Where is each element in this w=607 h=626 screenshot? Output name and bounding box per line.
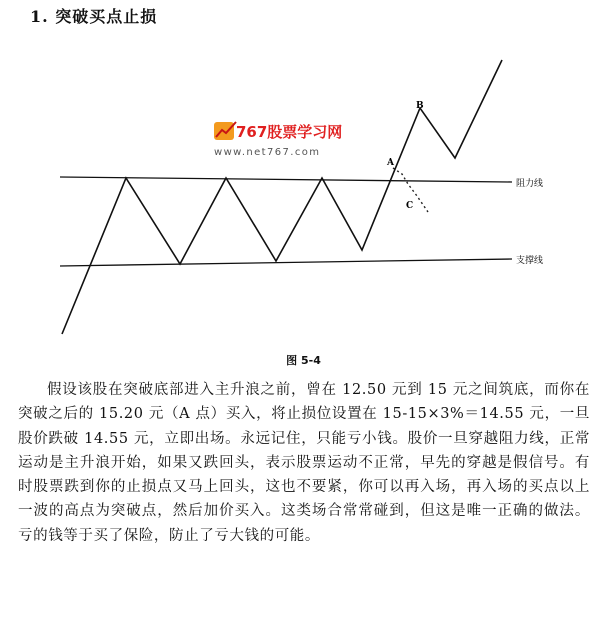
section-title: 1. 突破买点止损 xyxy=(30,7,158,26)
body-paragraph: 假设该股在突破底部进入主升浪之前，曾在 12.50 元到 15 元之间筑底，而你在突破之后的 15.20 元（A 点）买入，将止损位设置在 15-15×3%＝14.55 元，一旦股价跌破 14.55 元，立即出场。永远记住，只能亏小钱。股价一旦穿越阻力线，正常运动是主升浪开始，如果又跌回头，表示股票运动不正常，早先的穿越是假信号。有时股票跌到你的止损点又马上回头，这也不要紧，你可以再入场，再入场的买点以上一波的高点为突破点，然后加价买入。这类场合常常碰到，但这是唯一正确的做法。亏的钱等于买了保险，防止了亏大钱的可能。 xyxy=(18,382,590,544)
point-label-c: C xyxy=(406,201,414,211)
figure-caption: 图 5-4 xyxy=(286,354,321,367)
watermark-logo xyxy=(214,122,342,158)
support-line xyxy=(60,259,512,266)
watermark-url: www.net767.com xyxy=(214,147,321,158)
point-label-a: A xyxy=(387,158,394,168)
resistance-line-label: 阻力线 xyxy=(516,179,544,189)
point-label-b: B xyxy=(416,101,424,111)
watermark-brand: 767股票学习网 xyxy=(236,123,343,141)
price-path xyxy=(62,60,502,334)
support-line-label: 支撑线 xyxy=(516,256,544,266)
